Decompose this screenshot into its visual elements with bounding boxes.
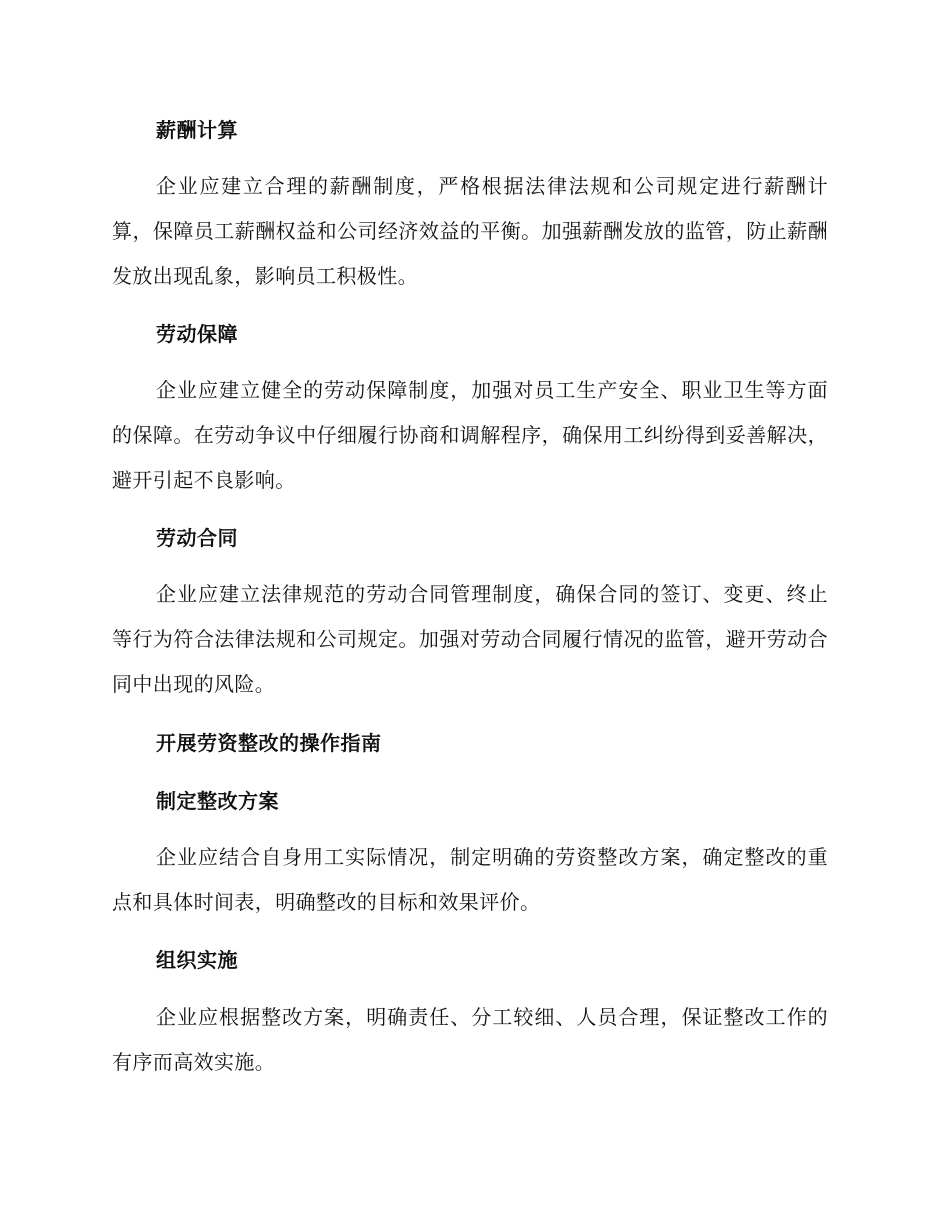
section-paragraph-implementation: 企业应根据整改方案，明确责任、分工较细、人员合理，保证整改工作的有序而高效实施。 [112,1005,828,1074]
section-heading-labor-protection: 劳动保障 [156,322,238,346]
section-heading-labor-contract: 劳动合同 [156,526,238,550]
section-heading-salary: 薪酬计算 [156,118,238,142]
section-heading-operation-guide: 开展劳资整改的操作指南 [156,731,382,755]
section-paragraph-labor-protection: 企业应建立健全的劳动保障制度，加强对员工生产安全、职业卫生等方面的保障。在劳动争议中仔细履行协商和调解程序，确保用工纠纷得到妥善解决，避开引起不良影响。 [112,378,828,492]
section-paragraph-salary: 企业应建立合理的薪酬制度，严格根据法律法规和公司规定进行薪酬计算，保障员工薪酬权益和公司经济效益的平衡。加强薪酬发放的监管，防止薪酬发放出现乱象，影响员工积极性。 [112,174,828,288]
section-paragraph-rectification-plan: 企业应结合自身用工实际情况，制定明确的劳资整改方案，确定整改的重点和具体时间表，明确整改的目标和效果评价。 [112,845,828,914]
section-heading-rectification-plan: 制定整改方案 [156,789,279,813]
section-heading-implementation: 组织实施 [156,948,238,972]
section-paragraph-labor-contract: 企业应建立法律规范的劳动合同管理制度，确保合同的签订、变更、终止等行为符合法律法规和公司规定。加强对劳动合同履行情况的监管，避开劳动合同中出现的风险。 [112,582,828,696]
